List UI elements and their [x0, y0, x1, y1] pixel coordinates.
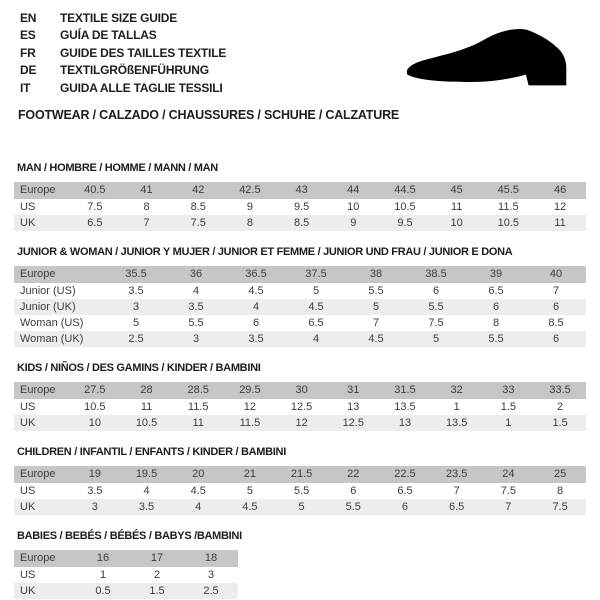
size-cell: 10 [450, 217, 463, 229]
table-header-row [14, 466, 586, 483]
size-cell: 6.5 [308, 317, 324, 329]
size-cell: 4 [252, 301, 260, 313]
size-cell: 3.5 [128, 285, 144, 297]
size-cell: 2 [153, 569, 161, 581]
size-cell: 11 [192, 417, 204, 429]
size-cell: 2.5 [128, 333, 144, 345]
size-cell: 2 [557, 401, 564, 413]
section-title: CHILDREN / INFANTIL / ENFANTS / KINDER / BAMBINI [17, 446, 286, 458]
row-label: US [20, 485, 36, 497]
size-cell: 11.5 [187, 401, 209, 413]
size-cell: 44 [347, 184, 360, 196]
size-cell: 31.5 [394, 384, 416, 396]
shoe-icon [400, 28, 580, 98]
section-title: JUNIOR & WOMAN / JUNIOR Y MUJER / JUNIOR ET FEMME / JUNIOR UND FRAU / JUNIOR E DONA [17, 246, 513, 258]
table-row [14, 483, 586, 499]
size-cell: 4.5 [190, 485, 206, 497]
size-cell: 11 [450, 201, 463, 213]
size-cell: 43 [295, 184, 308, 196]
size-cell: 33 [502, 384, 515, 396]
size-section [14, 530, 586, 599]
row-label: Europe [20, 268, 56, 280]
size-cell: 20 [192, 468, 205, 480]
row-label: Europe [20, 468, 56, 480]
size-cell: 7 [372, 317, 380, 329]
guide-title-text: GUIDA ALLE TAGLIE TESSILI [60, 80, 223, 95]
row-label: US [20, 201, 36, 213]
size-cell: 10.5 [84, 401, 106, 413]
size-cell: 46 [553, 184, 567, 196]
size-section [14, 162, 586, 231]
size-cell: 2.5 [203, 585, 219, 597]
size-cell: 6 [252, 317, 260, 329]
size-cell: 6.5 [449, 501, 465, 513]
size-cell: 9 [350, 217, 357, 229]
size-cell: 6 [350, 485, 357, 497]
table-row [14, 331, 586, 347]
size-cell: 36.5 [245, 268, 267, 280]
size-cell: 5 [246, 485, 253, 497]
size-cell: 30 [295, 384, 308, 396]
size-cell: 4 [312, 333, 320, 345]
language-code: DE [20, 63, 37, 78]
size-cell: 7.5 [500, 485, 516, 497]
size-cell: 41 [140, 184, 153, 196]
size-cell: 0.5 [95, 585, 111, 597]
table-row [14, 283, 586, 299]
size-cell: 10 [347, 201, 360, 213]
language-row [20, 44, 226, 62]
table-row [14, 415, 586, 431]
size-cell: 8.5 [293, 217, 310, 229]
size-cell: 5.5 [488, 333, 504, 345]
table-row [14, 199, 586, 215]
size-cell: 8 [557, 485, 564, 497]
size-cell: 9.5 [293, 201, 310, 213]
size-cell: 31 [347, 384, 360, 396]
size-cell: 8.5 [548, 317, 564, 329]
language-row [20, 9, 226, 27]
size-table [14, 266, 586, 347]
size-cell: 19 [88, 468, 101, 480]
size-cell: 3 [91, 501, 98, 513]
size-cell: 1.5 [149, 585, 165, 597]
size-cell: 7.5 [428, 317, 444, 329]
size-cell: 3.5 [138, 501, 155, 513]
table-header-row [14, 182, 586, 199]
size-cell: 8 [492, 317, 500, 329]
size-cell: 1.5 [500, 401, 516, 413]
size-cell: 4.5 [368, 333, 384, 345]
size-cell: 5 [298, 501, 305, 513]
guide-title-text: GUIDE DES TAILLES TEXTILE [60, 45, 227, 60]
size-cell: 5.5 [368, 285, 384, 297]
language-title-list [20, 9, 226, 97]
size-cell: 35.5 [125, 268, 147, 280]
size-cell: 13.5 [394, 401, 416, 413]
size-cell: 5.5 [428, 301, 444, 313]
size-cell: 6.5 [397, 485, 413, 497]
size-cell: 42.5 [239, 184, 261, 196]
size-cell: 1.5 [552, 417, 568, 429]
language-code: EN [20, 10, 37, 25]
size-cell: 21 [243, 468, 257, 480]
size-cell: 3 [207, 569, 215, 581]
size-cell: 39 [489, 268, 503, 280]
size-cell: 5 [312, 285, 320, 297]
size-cell: 45.5 [497, 184, 520, 196]
size-cell: 5 [132, 317, 140, 329]
size-cell: 7 [505, 501, 512, 513]
size-cell: 12 [295, 417, 308, 429]
table-row [14, 567, 238, 583]
table-row [14, 315, 586, 331]
size-cell: 4.5 [248, 285, 264, 297]
size-cell: 6 [492, 301, 500, 313]
row-label: UK [20, 501, 36, 513]
size-cell: 40.5 [84, 184, 106, 196]
size-cell: 5.5 [345, 501, 361, 513]
size-cell: 13.5 [445, 417, 468, 429]
row-label: Junior (US) [20, 285, 76, 297]
size-cell: 3.5 [248, 333, 264, 345]
size-cell: 4 [192, 285, 200, 297]
size-section [14, 446, 586, 515]
size-cell: 36 [189, 268, 203, 280]
size-cell: 4 [195, 501, 202, 513]
section-title: BABIES / BEBÉS / BÉBÉS / BABYS /BAMBINI [17, 530, 242, 542]
size-cell: 19.5 [135, 468, 158, 480]
size-cell: 11 [554, 217, 566, 229]
size-cell: 7 [143, 217, 150, 229]
row-label: Europe [20, 384, 56, 396]
size-cell: 38.5 [425, 268, 447, 280]
size-cell: 6.5 [488, 285, 504, 297]
language-code: IT [20, 80, 31, 95]
size-cell: 4 [143, 485, 150, 497]
row-label: Junior (UK) [20, 301, 76, 313]
size-table [14, 382, 586, 431]
size-cell: 23.5 [445, 468, 468, 480]
size-cell: 24 [502, 468, 515, 480]
size-cell: 11 [140, 401, 153, 413]
size-cell: 28 [140, 384, 153, 396]
size-cell: 8 [246, 217, 253, 229]
size-cell: 37.5 [305, 268, 327, 280]
size-cell: 8.5 [190, 201, 206, 213]
size-tables [14, 162, 586, 600]
table-row [14, 215, 586, 231]
size-cell: 29.5 [239, 384, 261, 396]
row-label: UK [20, 585, 36, 597]
language-row [20, 79, 226, 97]
size-table [14, 182, 586, 231]
size-cell: 17 [150, 552, 164, 564]
row-label: US [20, 401, 36, 413]
row-label: Europe [20, 184, 56, 196]
size-cell: 3 [192, 333, 200, 345]
table-header-row [14, 266, 586, 283]
size-cell: 11.5 [498, 201, 519, 213]
size-cell: 28.5 [187, 384, 209, 396]
size-cell: 12.5 [342, 417, 364, 429]
size-cell: 12 [553, 201, 567, 213]
size-cell: 7.5 [552, 501, 568, 513]
size-cell: 6 [432, 285, 440, 297]
size-cell: 3.5 [188, 301, 204, 313]
table-header-row [14, 382, 586, 399]
size-cell: 1 [505, 417, 512, 429]
row-label: Woman (US) [20, 317, 84, 329]
size-cell: 33.5 [549, 384, 571, 396]
table-row [14, 583, 238, 599]
size-cell: 10.5 [497, 217, 520, 229]
row-label: Woman (UK) [20, 333, 84, 345]
row-label: US [20, 569, 36, 581]
size-cell: 6 [552, 333, 560, 345]
size-cell: 1 [453, 401, 460, 413]
size-table [14, 550, 238, 599]
row-label: UK [20, 417, 36, 429]
table-row [14, 299, 586, 315]
size-cell: 44.5 [394, 184, 416, 196]
size-cell: 5.5 [188, 317, 204, 329]
size-cell: 38 [369, 268, 383, 280]
size-cell: 32 [450, 384, 463, 396]
guide-title-text: TEXTILGRÖßENFÜHRUNG [60, 63, 209, 78]
table-row [14, 499, 586, 515]
size-cell: 7 [552, 285, 560, 297]
size-cell: 25 [553, 468, 567, 480]
size-cell: 40 [549, 268, 563, 280]
language-row [20, 62, 226, 80]
size-cell: 18 [204, 552, 218, 564]
size-cell: 12 [243, 401, 257, 413]
size-cell: 4.5 [242, 501, 258, 513]
guide-title-text: TEXTILE SIZE GUIDE [60, 10, 178, 25]
size-cell: 45 [450, 184, 463, 196]
size-cell: 42 [192, 184, 205, 196]
size-cell: 16 [96, 552, 110, 564]
language-code: ES [20, 28, 36, 43]
size-section [14, 362, 586, 431]
size-table [14, 466, 586, 515]
row-label: Europe [20, 552, 56, 564]
size-cell: 9.5 [397, 217, 413, 229]
size-cell: 4.5 [308, 301, 324, 313]
size-cell: 7 [453, 485, 460, 497]
size-section [14, 246, 586, 347]
row-label: UK [20, 217, 36, 229]
size-cell: 13 [398, 417, 412, 429]
size-cell: 6 [552, 301, 560, 313]
size-cell: 12.5 [290, 401, 313, 413]
size-cell: 7.5 [87, 201, 103, 213]
size-cell: 9 [246, 201, 253, 213]
footwear-category-line: FOOTWEAR / CALZADO / CHAUSSURES / SCHUHE / CALZATURE [18, 108, 400, 122]
guide-title-text: GUÍA DE TALLAS [60, 28, 157, 43]
table-header-row [14, 550, 238, 567]
size-cell: 7.5 [190, 217, 206, 229]
size-cell: 10 [88, 417, 101, 429]
size-cell: 5 [372, 301, 380, 313]
size-cell: 22 [347, 468, 360, 480]
language-row [20, 27, 226, 45]
size-cell: 5 [432, 333, 440, 345]
size-cell: 27.5 [84, 384, 106, 396]
size-cell: 6.5 [87, 217, 103, 229]
size-cell: 10.5 [135, 417, 158, 429]
size-cell: 8 [143, 201, 150, 213]
language-code: FR [20, 45, 36, 60]
size-cell: 6 [401, 501, 409, 513]
size-cell: 3 [132, 301, 140, 313]
section-title: KIDS / NIÑOS / DES GAMINS / KINDER / BAMBINI [17, 362, 261, 374]
size-cell: 5.5 [293, 485, 310, 497]
size-cell: 11.5 [239, 417, 261, 429]
size-cell: 10.5 [394, 201, 416, 213]
size-cell: 21.5 [290, 468, 313, 480]
table-row [14, 399, 586, 415]
size-cell: 22.5 [394, 468, 416, 480]
section-title: MAN / HOMBRE / HOMME / MANN / MAN [17, 162, 218, 174]
size-cell: 13 [347, 401, 360, 413]
size-cell: 1 [99, 569, 107, 581]
size-cell: 3.5 [87, 485, 103, 497]
